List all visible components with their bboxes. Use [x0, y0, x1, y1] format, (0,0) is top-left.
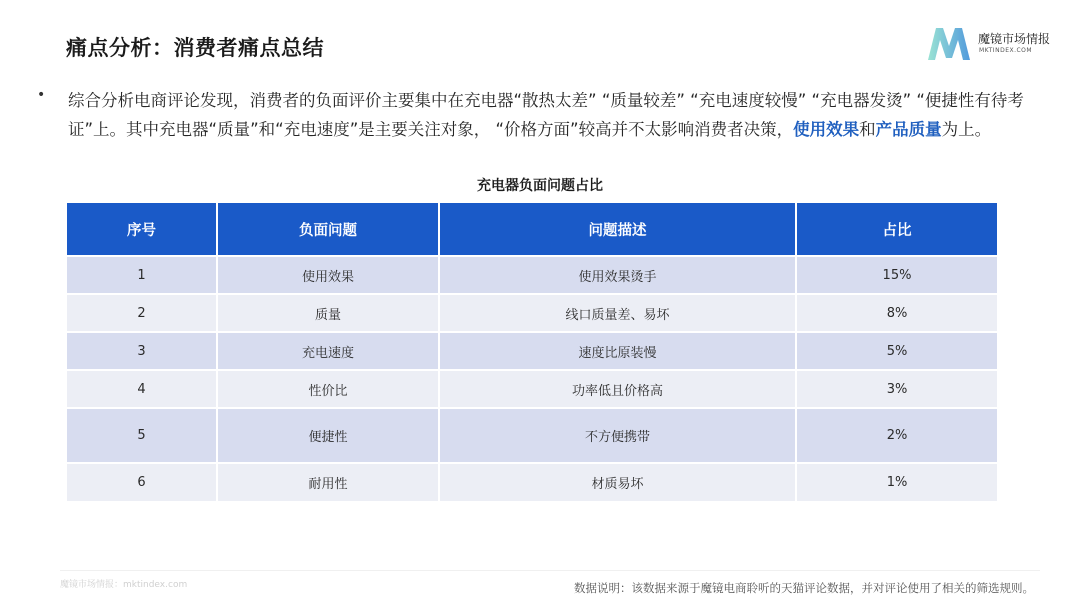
table-row [67, 370, 997, 408]
cell-issue: 使用效果 [217, 256, 439, 294]
brand-logo [926, 22, 1056, 64]
negative-issues-table [67, 203, 997, 501]
table-row [67, 332, 997, 370]
data-source-note: 数据说明：该数据来源于魔镜电商聆听的天猫评论数据，并对评论使用了相关的筛选规则。 [574, 581, 1034, 595]
cell-description: 功率低且价格高 [439, 370, 796, 408]
cell-ratio: 3% [796, 370, 997, 408]
cell-index: 2 [67, 294, 217, 332]
logo-m-icon [926, 24, 972, 62]
summary-text-end: 为上。 [941, 120, 992, 139]
cell-index: 3 [67, 332, 217, 370]
table-row [67, 463, 997, 501]
cell-issue: 性价比 [217, 370, 439, 408]
table-header-row [67, 203, 997, 256]
table-row [67, 408, 997, 463]
table-row [67, 294, 997, 332]
cell-description: 不方便携带 [439, 408, 796, 463]
table-caption: 充电器负面问题占比 [477, 178, 603, 194]
bullet-icon: • [37, 87, 46, 103]
header-issue: 负面问题 [217, 203, 439, 256]
cell-index: 6 [67, 463, 217, 501]
cell-ratio: 15% [796, 256, 997, 294]
cell-index: 4 [67, 370, 217, 408]
header-ratio: 占比 [796, 203, 997, 256]
cell-description: 使用效果烫手 [439, 256, 796, 294]
footer-divider [60, 570, 1040, 571]
cell-issue: 便捷性 [217, 408, 439, 463]
cell-index: 5 [67, 408, 217, 463]
summary-text-mid: 和 [859, 120, 876, 139]
logo-url: MKTINDEX.COM [979, 47, 1033, 54]
cell-description: 速度比原装慢 [439, 332, 796, 370]
cell-issue: 质量 [217, 294, 439, 332]
cell-ratio: 8% [796, 294, 997, 332]
header-description: 问题描述 [439, 203, 796, 256]
cell-ratio: 2% [796, 408, 997, 463]
summary-text: 综合分析电商评论发现，消费者的负面评价主要集中在充电器“散热太差” “质量较差” “充电速度较慢” “充电器发烫” “便捷性有待考证”上。其中充电器“质量”和“充电速度”是主要关注对象， “价格方面”较高并不太影响消费者决策， [68, 91, 1024, 139]
cell-ratio: 5% [796, 332, 997, 370]
page-title: 痛点分析：消费者痛点总结 [66, 36, 324, 60]
footer-watermark: 魔镜市场情报：mktindex.com [60, 580, 188, 590]
cell-ratio: 1% [796, 463, 997, 501]
cell-description: 线口质量差、易坏 [439, 294, 796, 332]
highlight-product-quality: 产品质量 [875, 120, 942, 139]
cell-index: 1 [67, 256, 217, 294]
logo-name: 魔镜市场情报 [978, 32, 1051, 46]
cell-description: 材质易坏 [439, 463, 796, 501]
summary-paragraph [68, 86, 1028, 144]
highlight-usage-effect: 使用效果 [793, 120, 860, 139]
cell-issue: 充电速度 [217, 332, 439, 370]
cell-issue: 耐用性 [217, 463, 439, 501]
header-index: 序号 [67, 203, 217, 256]
table-row [67, 256, 997, 294]
